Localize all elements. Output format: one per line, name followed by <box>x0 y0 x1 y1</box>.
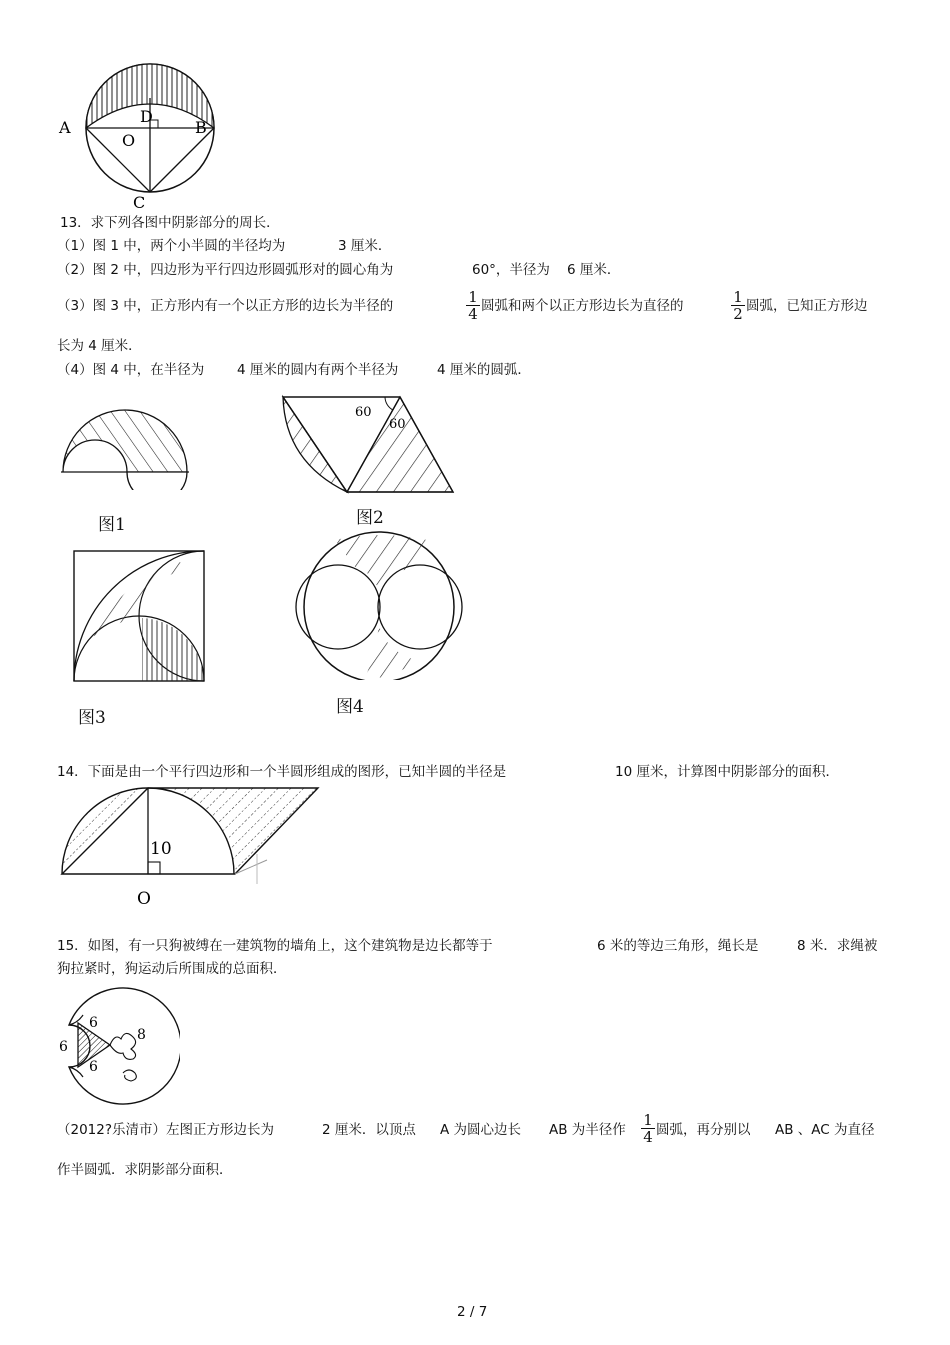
fraction-one-half: 1 2 <box>731 290 745 321</box>
q13-part2-a: （2）图 2 中，四边形为平行四边形圆弧形对的圆心角为 <box>57 262 394 278</box>
figure-1 <box>55 395 200 490</box>
figure-4-caption: 图4 <box>336 697 364 717</box>
page-number: 2 / 7 <box>457 1304 488 1320</box>
label-a: A <box>59 118 71 137</box>
q13-part3-b: 圆弧和两个以正方形边长为直径的 <box>481 298 684 314</box>
q15-text-a: 15．如图，有一只狗被缚在一建筑物的墙角上，这个建筑物是边长都等于 <box>57 938 493 954</box>
q16-text-e: 圆弧，再分别以 <box>656 1122 751 1138</box>
side-bottom-label: 6 <box>89 1059 98 1075</box>
figure-2-caption: 图2 <box>356 508 384 528</box>
rope-label: 8 <box>137 1027 146 1043</box>
figure-4 <box>295 530 465 680</box>
q13-part3-d: 长为 4 厘米． <box>57 338 142 354</box>
q13-part1-a: （1）图 1 中，两个小半圆的半径均为 <box>57 238 286 254</box>
label-o: O <box>122 131 136 150</box>
angle-label-2: 60 <box>389 417 406 432</box>
angle-label-1: 60 <box>355 405 372 420</box>
q16-text-a: （2012?乐清市）左图正方形边长为 <box>57 1122 275 1138</box>
center-label: O <box>137 889 151 909</box>
top-circle-figure <box>55 60 225 210</box>
q14-text-a: 14．下面是由一个平行四边形和一个半圆形组成的图形，已知半圆的半径是 <box>57 764 507 780</box>
q13-part4-b: 4 厘米的圆内有两个半径为 <box>237 362 399 378</box>
q16-text-f: AB 、AC 为直径 <box>775 1122 875 1138</box>
figure-2 <box>275 392 460 497</box>
figure-3 <box>70 548 210 688</box>
q13-part1-b: 3 厘米． <box>338 238 392 254</box>
q13-title: 13．求下列各图中阴影部分的周长． <box>60 215 280 231</box>
q16-text-b: 2 厘米．以顶点 <box>322 1122 416 1138</box>
label-b: B <box>195 118 207 137</box>
q13-part3-c: 圆弧，已知正方形边 <box>746 298 868 314</box>
label-c: C <box>133 193 146 210</box>
side-top-label: 6 <box>89 1015 98 1031</box>
figure-q14 <box>55 782 335 912</box>
label-d: D <box>140 107 153 126</box>
q13-part3-a: （3）图 3 中，正方形内有一个以正方形的边长为半径的 <box>57 298 394 314</box>
q15-text-b: 6 米的等边三角形，绳长是 <box>597 938 759 954</box>
q16-text-d: AB 为半径作 <box>549 1122 626 1138</box>
q15-text-d: 狗拉紧时，狗运动后所围成的总面积． <box>57 961 287 977</box>
q15-text-c: 8 米．求绳被 <box>797 938 878 954</box>
q13-part2-b: 60°，半径为 <box>472 262 550 278</box>
radius-label: 10 <box>150 839 172 859</box>
figure-3-caption: 图3 <box>78 708 106 728</box>
q13-part4-c: 4 厘米的圆弧． <box>437 362 531 378</box>
q16-text-g: 作半圆弧．求阴影部分面积． <box>57 1162 233 1178</box>
q16-fraction: 1 4 <box>641 1113 655 1144</box>
figure-1-caption: 图1 <box>98 515 126 535</box>
fraction-one-quarter: 1 4 <box>466 290 480 321</box>
side-left-label: 6 <box>59 1039 68 1055</box>
q16-text-c: A 为圆心边长 <box>440 1122 522 1138</box>
q13-part4-a: （4）图 4 中，在半径为 <box>57 362 205 378</box>
q14-text-b: 10 厘米，计算图中阴影部分的面积． <box>615 764 839 780</box>
q13-part2-c: 6 厘米． <box>567 262 621 278</box>
figure-q15 <box>55 985 180 1110</box>
